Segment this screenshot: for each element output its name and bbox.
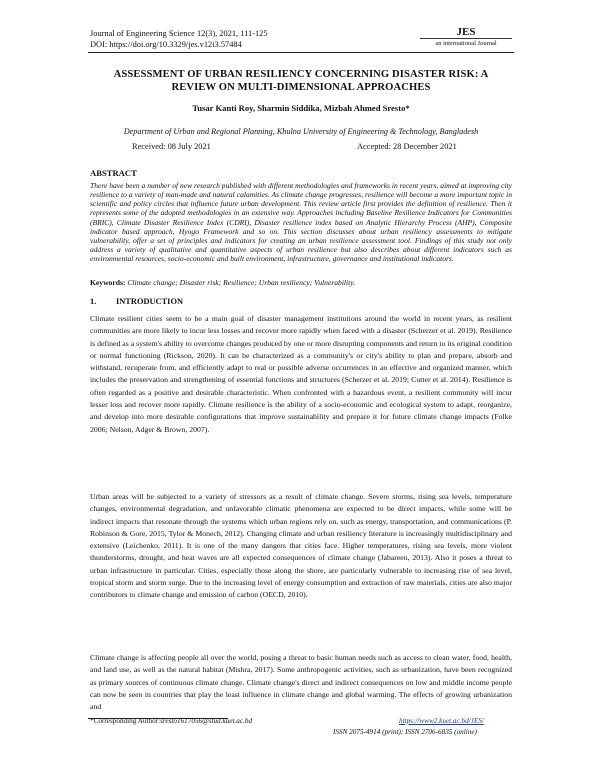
section-title: INTRODUCTION xyxy=(116,297,184,306)
paper-title xyxy=(88,68,514,94)
logo-divider xyxy=(420,38,512,39)
keywords-list: Climate change; Disaster risk; Resilience; Urban resiliency; Vulnerability. xyxy=(127,278,356,287)
paragraph: Climate resilient cities seem to be a main goal of disaster management institutions around the world in recent years, as resilient communities are more likely to incur less losses and recover more rapidly when faced with a disaster (Scherzer et al. 2019). Resilience is defined as a system's ability to overcome changes produced by one or more disrupting components and return to its original condition or normal functioning (Rickson, 2020). It can be characterized as a community's or city's ability to plan and prepare, absorb and withstand, recuperate from, and efficiently adapt to real or possible adverse occurrences in an effective and organized manner, which includes the preservation and strengthening of essential functions and structures (Scherzer et al. 2019; Cutter et al. 2014). Resilience is often regarded as a positive and desirable characteristic. When confronted with a hazardous event, a resilient community will incur lesser loss and recover more rapidly. Climate resilience is the ability of a socio-economic and ecological system to adapt, reorganize, and develop into more desirable configurations that improve sustainability and prepare it for future climate change impacts (Folke 2006; Nelson, Adger & Brown, 2007). xyxy=(90,314,512,434)
corresponding-label: *Corresponding Author: xyxy=(90,717,161,725)
logo-text: JES xyxy=(456,26,476,38)
corresponding-email[interactable]: sresto1617056@stud.kuet.ac.bd xyxy=(160,717,253,725)
keywords-label: Keywords: xyxy=(90,278,126,287)
journal-url[interactable]: https://www2.kuet.ac.bd/JES/ xyxy=(399,717,484,725)
affiliation: Department of Urban and Regional Planning, Khulna University of Engineering & Technology, Bangladesh xyxy=(123,127,479,136)
header-divider xyxy=(88,52,514,53)
keywords xyxy=(90,278,512,287)
issn: ISSN 2075-4914 (print); ISSN 2706-6835 (online) xyxy=(333,728,477,736)
title-line-2: REVIEW ON MULTI-DIMENSIONAL APPROACHES xyxy=(171,82,431,93)
paragraph: Climate change is affecting people all over the world, posing a threat to basic human needs such as access to clean water, food, health, and land use, as well as the natural habitat (Mishra, 2017). Some anthropogenic activities, such as urbanization, have been recognized as primary sources of continuous climate change. Climate change's direct and indirect consequences on low and middle income people can now be seen in countries that play the least influence in climate change and global warming. The effects of growing urbanization and xyxy=(90,653,512,712)
title-line-1: ASSESSMENT OF URBAN RESILIENCY CONCERNING DISASTER RISK: A xyxy=(113,69,489,80)
corresponding-author xyxy=(90,717,252,725)
logo-subtitle: an international Journal xyxy=(435,40,497,47)
section-heading xyxy=(90,297,183,306)
journal-citation: Journal of Engineering Science 12(3), 2021, 111-125 xyxy=(90,29,268,38)
doi-link[interactable]: DOI: https://doi.org/10.3329/jes.v12i3.57484 xyxy=(90,40,242,49)
journal-header xyxy=(90,28,268,50)
abstract-heading: ABSTRACT xyxy=(90,168,137,178)
accepted-date: Accepted: 28 December 2021 xyxy=(357,142,457,151)
author-list: Tusar Kanti Roy, Sharmin Siddika, Mizbah Ahmed Sresto* xyxy=(192,103,410,113)
paragraph: Urban areas will be subjected to a variety of stressors as a result of climate change. Severe storms, rising sea levels, temperature changes, environmental degradation, and unfavorable climatic phenomena are expected to be direct impacts, while some will be indirect impacts that resonate through the systems which urban regions rely on, such as energy, transportation, and communications (P. Robinson & Gore, 2015, Tylor & Monech, 2012). Changing climate and urban resiliency literature is increasingly multidisciplinary and extensive (Leichenko, 2011). It is one of the many dangers that cities face. Higher temperatures, rising sea levels, more violent thunderstorms, drought, and heat waves are all expected consequences of climate change (Jabareen, 2013). Also it poses a threat to urban infrastructure in particular. Cities, especially those along the shore, are particularly vulnerable to increasing rise of sea level, tropical storm and storm surge. Due to the increasing level of energy consumption and extraction of raw materials, cities are also major contributors to climate change and emission of carbon (OECD, 2010). xyxy=(90,492,512,600)
section-number: 1. xyxy=(90,297,97,306)
abstract-text: There have been a number of new research published with different methodologies and frameworks in recent years, aimed at improving city resilience to a variety of man-made and natural calamities. As climate change progresses, resilience will become a more important topic in scientific and policy circles that influence future urban development. This review article first provides the definition of resilience. Then it represents some of the adopted methodologies in an extensive way. Approaches including Baseline Resilience Indicators for Communities (BRIC), Climate Disaster Resilience Index (CDRI), Disaster resilience index based on Analytic Hierarchy Process (AHP), Composite indicator based approach, Hyogo Framework and so on. This section discusses about urban resiliency assessments to mitigate vulnerability, offer a set of principles and indicators for creating an urban resilience assessment tool. Findings of this study not only address a variety of qualitative and quantitative aspects of urban resilience but also describes about different indicators such as environmental resources, socio-economic and built environment, infrastructure, governance and institutional indicators. xyxy=(90,181,512,264)
journal-logo xyxy=(420,26,512,48)
received-date: Received: 08 July 2021 xyxy=(132,142,211,151)
